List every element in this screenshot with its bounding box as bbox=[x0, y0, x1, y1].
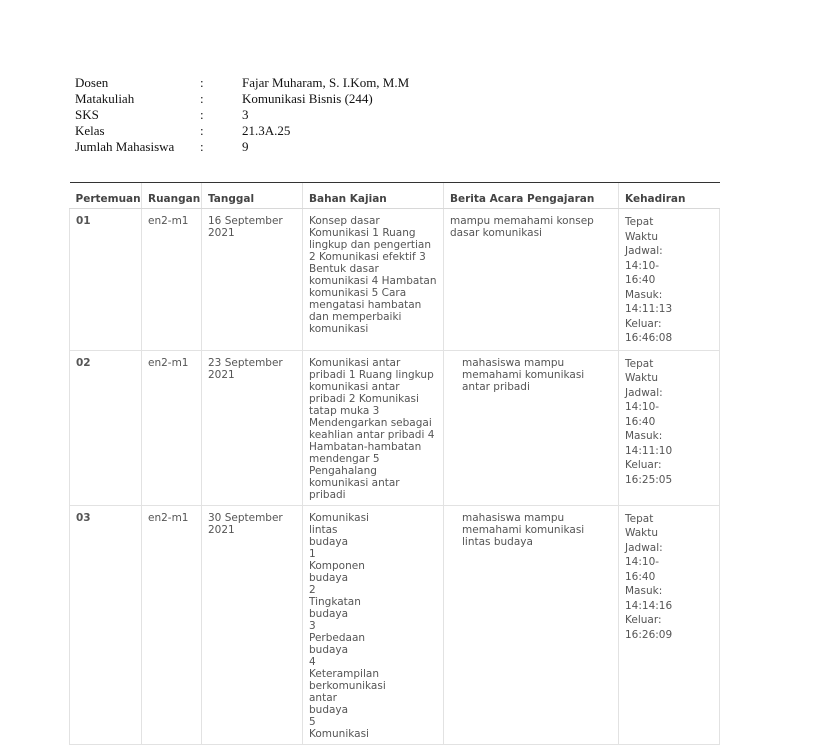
attendance-table bbox=[69, 182, 720, 745]
info-label: Kelas bbox=[75, 123, 105, 138]
kehadiran-line: 16:46:08 bbox=[625, 332, 673, 344]
info-row-kelas bbox=[75, 123, 409, 139]
info-colon: : bbox=[200, 75, 204, 90]
header-bahan-kajian: Bahan Kajian bbox=[303, 183, 444, 209]
table-row bbox=[70, 505, 720, 744]
cell-ruangan: en2-m1 bbox=[142, 209, 202, 351]
info-label: Matakuliah bbox=[75, 91, 135, 106]
table-row bbox=[70, 209, 720, 351]
cell-pertemuan: 03 bbox=[70, 505, 142, 744]
kehadiran-line: 14:11:13 bbox=[625, 303, 673, 315]
kehadiran-line: Waktu bbox=[625, 230, 658, 243]
info-row-dosen bbox=[75, 75, 409, 91]
kehadiran-line: 16:25:05 bbox=[625, 473, 673, 486]
header-kehadiran: Kehadiran bbox=[619, 183, 720, 209]
kehadiran-line: 16:26:09 bbox=[625, 628, 673, 641]
table-header-row bbox=[70, 183, 720, 209]
kehadiran-line: Waktu bbox=[625, 527, 658, 539]
kehadiran-line: Keluar: bbox=[625, 459, 662, 471]
cell-berita-acara: mampu memahami konsep dasar komunikasi bbox=[444, 209, 619, 351]
cell-tanggal: 30 September 2021 bbox=[202, 505, 303, 744]
cell-bahan-kajian: Komunikasi lintas budaya 1 Komponen budaya 2 Tingkatan budaya 3 Perbedaan budaya 4 Keterampilan berkomunikasi antar budaya 5 Komunikasi bbox=[303, 505, 444, 744]
kehadiran-line: Tepat bbox=[625, 512, 654, 525]
info-value: 9 bbox=[242, 139, 249, 154]
info-colon: : bbox=[200, 107, 204, 122]
kehadiran-line: 14:10- bbox=[625, 259, 660, 272]
info-row-jumlah-mahasiswa bbox=[75, 139, 409, 155]
info-label: Dosen bbox=[75, 75, 109, 90]
kehadiran-line: Jadwal: bbox=[625, 541, 663, 554]
kehadiran-line: Tepat bbox=[625, 357, 654, 370]
header-tanggal: Tanggal bbox=[202, 183, 303, 209]
cell-ruangan: en2-m1 bbox=[142, 505, 202, 744]
cell-kehadiran bbox=[619, 209, 720, 351]
kehadiran-line: 14:14:16 bbox=[625, 599, 673, 612]
cell-bahan-kajian: Komunikasi antar pribadi 1 Ruang lingkup komunikasi antar pribadi 2 Komunikasi tatap muka 3 Mendengarkan sebagai keahlian antar pribadi 4 Hambatan-hambatan mendengar 5 Pengahalang komunikasi antar pribadi bbox=[303, 350, 444, 505]
cell-kehadiran bbox=[619, 505, 720, 744]
header-pertemuan: Pertemuan bbox=[70, 183, 142, 209]
kehadiran-line: 14:10- bbox=[625, 401, 660, 413]
cell-bahan-kajian: Konsep dasar Komunikasi 1 Ruang lingkup dan pengertian 2 Komunikasi efektif 3 Bentuk dasar komunikasi 4 Hambatan komunikasi 5 Cara mengatasi hambatan dan memperbaiki komunikasi bbox=[303, 209, 444, 351]
cell-pertemuan: 01 bbox=[70, 209, 142, 351]
info-label: SKS bbox=[75, 107, 99, 122]
info-label: Jumlah Mahasiswa bbox=[75, 139, 175, 154]
kehadiran-line: 16:40 bbox=[625, 274, 656, 286]
info-colon: : bbox=[200, 139, 204, 154]
kehadiran-line: Keluar: bbox=[625, 614, 662, 626]
info-value: Komunikasi Bisnis (244) bbox=[242, 91, 373, 106]
kehadiran-line: Masuk: bbox=[625, 585, 663, 597]
kehadiran-line: 16:40 bbox=[625, 415, 656, 428]
info-value: Fajar Muharam, S. I.Kom, M.M bbox=[242, 75, 410, 90]
cell-tanggal: 16 September 2021 bbox=[202, 209, 303, 351]
info-colon: : bbox=[200, 123, 204, 138]
info-row-sks bbox=[75, 107, 409, 123]
kehadiran-line: Jadwal: bbox=[625, 386, 663, 399]
kehadiran-line: Masuk: bbox=[625, 288, 663, 301]
cell-tanggal: 23 September 2021 bbox=[202, 350, 303, 505]
kehadiran-line: Keluar: bbox=[625, 317, 662, 330]
cell-berita-acara: mahasiswa mampu memahami komunikasi antar pribadi bbox=[444, 350, 619, 505]
kehadiran-line: Masuk: bbox=[625, 430, 663, 442]
cell-pertemuan: 02 bbox=[70, 350, 142, 505]
kehadiran-line: 14:11:10 bbox=[625, 444, 673, 457]
course-info bbox=[75, 75, 409, 155]
table-row bbox=[70, 350, 720, 505]
kehadiran-line: Jadwal: bbox=[625, 245, 663, 257]
header-ruangan: Ruangan bbox=[142, 183, 202, 209]
kehadiran-line: 14:10- bbox=[625, 556, 660, 568]
kehadiran-line: Tepat bbox=[625, 216, 654, 228]
kehadiran-line: Waktu bbox=[625, 372, 658, 384]
cell-ruangan: en2-m1 bbox=[142, 350, 202, 505]
info-value: 21.3A.25 bbox=[242, 123, 291, 138]
cell-berita-acara: mahasiswa mampu memahami komunikasi lintas budaya bbox=[444, 505, 619, 744]
kehadiran-line: 16:40 bbox=[625, 570, 656, 583]
header-berita-acara: Berita Acara Pengajaran bbox=[444, 183, 619, 209]
cell-kehadiran bbox=[619, 350, 720, 505]
info-row-matakuliah bbox=[75, 91, 409, 107]
info-value: 3 bbox=[242, 107, 249, 122]
info-colon: : bbox=[200, 91, 204, 106]
